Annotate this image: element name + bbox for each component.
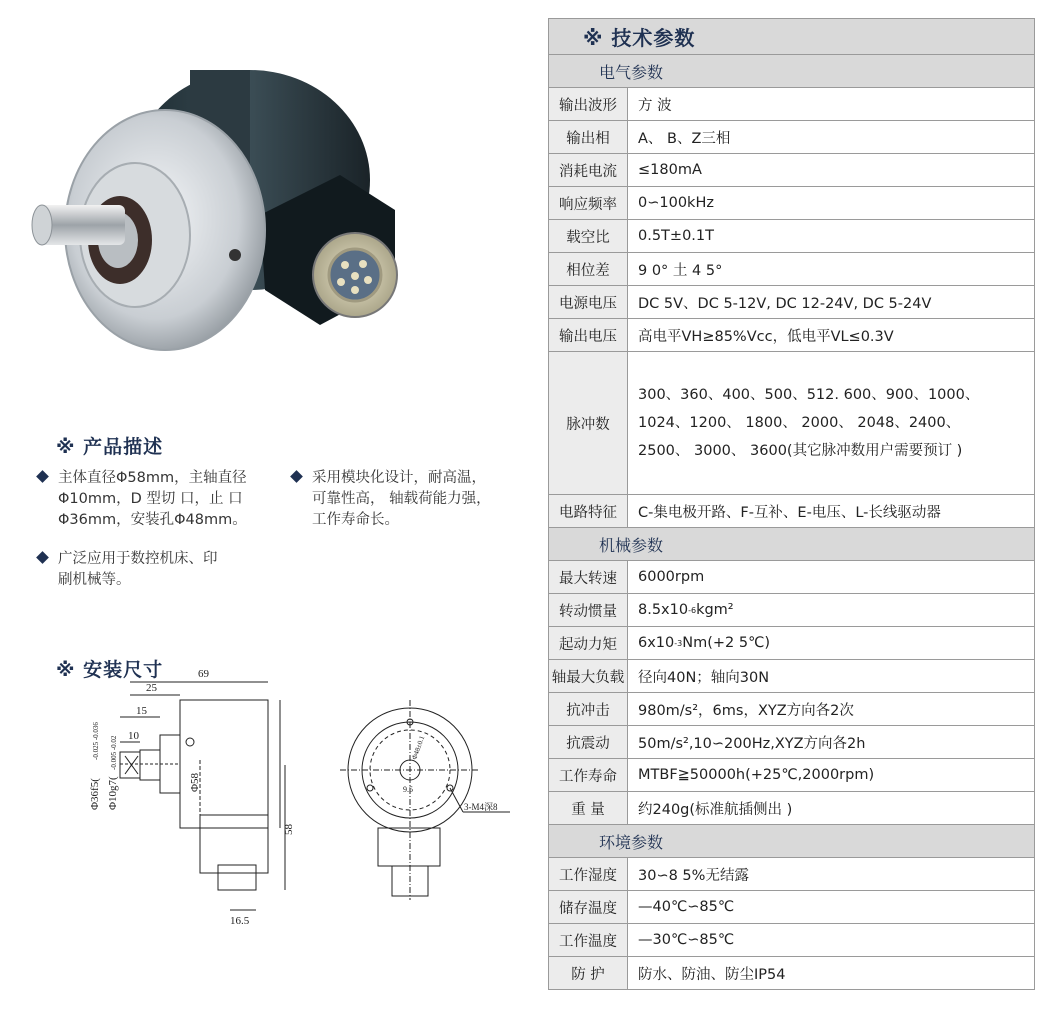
exponent: -3 bbox=[674, 638, 683, 648]
spec-label: 工作寿命 bbox=[549, 759, 628, 791]
desc-bullet-2 bbox=[38, 549, 298, 591]
spec-value: 6000rpm bbox=[638, 569, 705, 585]
spec-value: MTBF≧50000h(+25℃,2000rpm) bbox=[638, 767, 875, 783]
value-part: Nm(+2 5℃) bbox=[682, 635, 771, 651]
spec-label: 工作温度 bbox=[549, 924, 628, 956]
spec-row-pulse bbox=[549, 351, 1034, 494]
spec-label: 重 量 bbox=[549, 792, 628, 824]
spec-value: 0.5T±0.1T bbox=[638, 228, 714, 244]
diamond-bullet-icon bbox=[36, 551, 49, 564]
spec-value: 300、360、400、500、512. 600、900、1000、 1024、1200、 1800、 2000、 2048、2400、 2500、 3000、 3600(其它脉冲数用户需要预订 ) bbox=[638, 387, 980, 459]
spec-label: 输出电压 bbox=[549, 319, 628, 351]
spec-row bbox=[549, 153, 1034, 186]
dim-phi58: Φ58 bbox=[189, 772, 201, 792]
dim-58: 58 bbox=[283, 824, 295, 835]
spec-value: 30∽8 5%无结露 bbox=[638, 867, 749, 884]
spec-value: 约240g(标准航插侧出 ) bbox=[638, 801, 793, 818]
spec-row bbox=[549, 890, 1034, 923]
desc-bullet-1 bbox=[38, 468, 308, 531]
spec-row-circuit bbox=[549, 494, 1034, 527]
spec-row bbox=[549, 659, 1034, 692]
spec-value bbox=[628, 627, 1034, 659]
spec-label: 轴最大负载 bbox=[549, 660, 628, 692]
desc-text: 广泛应用于数控机床、印 刷机械等。 bbox=[58, 551, 218, 588]
spec-table bbox=[548, 18, 1035, 990]
diamond-bullet-icon bbox=[290, 470, 303, 483]
spec-label: 抗震动 bbox=[549, 726, 628, 758]
spec-row bbox=[549, 956, 1034, 989]
dim-phi36: Φ36f5( bbox=[89, 778, 101, 810]
spec-label: 响应频率 bbox=[549, 187, 628, 219]
spec-value: 980m/s²，6ms，XYZ方向各2次 bbox=[638, 702, 854, 719]
spec-value bbox=[628, 594, 1034, 626]
dim-phi10-tol: -0.005 -0.02 bbox=[110, 735, 118, 770]
dim-bore: Φ48±0.1 bbox=[410, 734, 427, 761]
spec-row bbox=[549, 87, 1034, 120]
spec-label: 起动力矩 bbox=[549, 627, 628, 659]
spec-label: 输出波形 bbox=[549, 88, 628, 120]
group-electrical: 电气参数 bbox=[549, 54, 1034, 87]
desc-text: 主体直径Φ58mm，主轴直径 Φ10mm，D 型切 口，止 口 Φ36mm，安装孔Φ48mm。 bbox=[58, 470, 247, 528]
exponent: -6 bbox=[688, 605, 697, 615]
spec-label: 转动惯量 bbox=[549, 594, 628, 626]
group-mechanical: 机械参数 bbox=[549, 527, 1034, 560]
dim-9-5: 9.5 bbox=[403, 785, 413, 794]
spec-value: 0∽100kHz bbox=[638, 195, 714, 211]
spec-label: 防 护 bbox=[549, 957, 628, 989]
group-environment: 环境参数 bbox=[549, 824, 1034, 857]
dim-holes: 3-M4深8 bbox=[464, 802, 498, 812]
spec-row bbox=[549, 120, 1034, 153]
spec-value: —40℃∽85℃ bbox=[638, 899, 735, 915]
spec-row bbox=[549, 626, 1034, 659]
spec-value: —30℃∽85℃ bbox=[638, 932, 735, 948]
install-title: ※ 安装尺寸 bbox=[56, 659, 164, 681]
diamond-bullet-icon bbox=[36, 470, 49, 483]
spec-label: 电路特征 bbox=[549, 495, 628, 527]
spec-value: ≤180mA bbox=[638, 162, 702, 178]
desc-text: 采用模块化设计，耐高温， 可靠性高， 轴载荷能力强， 工作寿命长。 bbox=[312, 470, 491, 528]
dimension-drawing bbox=[80, 660, 520, 930]
spec-value: 方 波 bbox=[638, 97, 672, 114]
value-part: 8.5x10 bbox=[638, 602, 689, 618]
spec-row bbox=[549, 758, 1034, 791]
spec-label: 载空比 bbox=[549, 220, 628, 252]
spec-row bbox=[549, 318, 1034, 351]
spec-label: 抗冲击 bbox=[549, 693, 628, 725]
spec-row bbox=[549, 857, 1034, 890]
spec-value: DC 5V、DC 5-12V, DC 12-24V, DC 5-24V bbox=[638, 295, 932, 312]
dim-10: 10 bbox=[128, 730, 139, 742]
spec-label: 输出相 bbox=[549, 121, 628, 153]
spec-value: C-集电极开路、F-互补、E-电压、L-长线驱动器 bbox=[638, 504, 941, 521]
dim-phi36-tol: -0.025 -0.036 bbox=[92, 722, 100, 760]
spec-label: 最大转速 bbox=[549, 561, 628, 593]
spec-row bbox=[549, 725, 1034, 758]
spec-row bbox=[549, 186, 1034, 219]
desc-bullet-3 bbox=[292, 468, 552, 531]
spec-title: ※ 技术参数 bbox=[549, 19, 1034, 54]
dim-15: 15 bbox=[136, 705, 147, 717]
spec-row bbox=[549, 791, 1034, 824]
spec-row bbox=[549, 285, 1034, 318]
value-part: 6x10 bbox=[638, 635, 675, 651]
spec-label: 储存温度 bbox=[549, 891, 628, 923]
encoder-product-image bbox=[20, 40, 440, 370]
spec-value: 防水、防油、防尘IP54 bbox=[638, 966, 786, 983]
dim-phi10: Φ10g7( bbox=[107, 776, 119, 810]
spec-value: 径向40N；轴向30N bbox=[638, 669, 770, 686]
dim-25: 25 bbox=[146, 682, 157, 694]
spec-value: 9 0° 土 4 5° bbox=[638, 262, 723, 279]
dim-69: 69 bbox=[198, 668, 209, 680]
spec-label: 脉冲数 bbox=[549, 352, 628, 494]
value-part: kgm² bbox=[696, 602, 734, 618]
spec-row bbox=[549, 923, 1034, 956]
dim-16-5: 16.5 bbox=[230, 915, 250, 927]
spec-value: 50m/s²,10∽200Hz,XYZ方向各2h bbox=[638, 735, 866, 752]
product-desc-title: ※ 产品描述 bbox=[56, 436, 164, 458]
spec-value: A、 B、Z三相 bbox=[638, 130, 731, 147]
spec-label: 消耗电流 bbox=[549, 154, 628, 186]
spec-row bbox=[549, 252, 1034, 285]
spec-row bbox=[549, 692, 1034, 725]
spec-row bbox=[549, 560, 1034, 593]
spec-value: 高电平VH≥85%Vcc，低电平VL≤0.3V bbox=[638, 328, 894, 345]
spec-label: 工作湿度 bbox=[549, 858, 628, 890]
spec-row bbox=[549, 219, 1034, 252]
spec-row bbox=[549, 593, 1034, 626]
spec-label: 相位差 bbox=[549, 253, 628, 285]
spec-label: 电源电压 bbox=[549, 286, 628, 318]
